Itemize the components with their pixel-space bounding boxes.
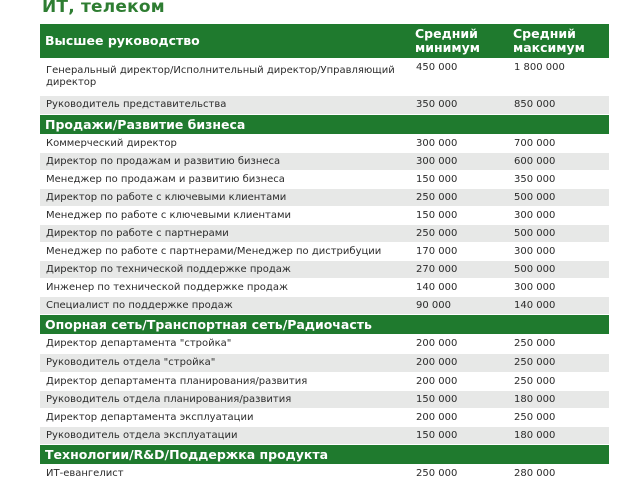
- section-header: [40, 24, 609, 59]
- salary-min: 250 000: [416, 227, 458, 239]
- table-row: [40, 261, 609, 279]
- position-title: Специалист по поддержке продаж: [46, 299, 233, 311]
- column-header-min: Средний минимум: [415, 26, 480, 55]
- salary-min: 350 000: [416, 99, 458, 110]
- table-row: [40, 409, 609, 427]
- salary-max: 350 000: [514, 173, 556, 185]
- table-row: [40, 354, 609, 373]
- salary-max: 250 000: [514, 338, 556, 349]
- table-row: [40, 189, 609, 207]
- salary-max: 180 000: [514, 429, 556, 441]
- table-row: [40, 59, 609, 96]
- table-row: [40, 96, 609, 115]
- table-row: [40, 373, 609, 391]
- position-title: Коммерческий директор: [46, 137, 177, 149]
- section-header: [40, 315, 609, 335]
- table-row: [40, 465, 609, 484]
- position-title: Директор департамента "стройка": [46, 338, 232, 349]
- salary-max: 250 000: [514, 357, 556, 368]
- salary-min: 200 000: [416, 375, 458, 387]
- position-title: Директор по продажам и развитию бизнеса: [46, 155, 281, 167]
- section-title: Высшее руководство: [45, 33, 200, 48]
- table-row: [40, 171, 609, 189]
- salary-max: 280 000: [514, 468, 556, 479]
- salary-min: 200 000: [416, 338, 458, 349]
- salary-min: 300 000: [416, 137, 458, 149]
- salary-min: 140 000: [416, 281, 458, 293]
- salary-min: 200 000: [416, 411, 458, 423]
- position-title: Менеджер по работе с ключевыми клиентами: [46, 209, 292, 221]
- salary-min: 90 000: [416, 299, 451, 311]
- salary-min: 300 000: [416, 155, 458, 167]
- table-row: [40, 153, 609, 171]
- position-title: Руководитель отдела эксплуатации: [46, 429, 238, 441]
- salary-max: 300 000: [514, 245, 556, 257]
- position-title: Директор департамента эксплуатации: [46, 411, 254, 423]
- salary-max: 250 000: [514, 411, 556, 423]
- salary-min: 150 000: [416, 173, 458, 185]
- position-title: Директор по работе с ключевыми клиентами: [46, 191, 287, 203]
- section-header: [40, 445, 609, 465]
- salary-max: 300 000: [514, 281, 556, 293]
- salary-min: 150 000: [416, 209, 458, 221]
- salary-max: 500 000: [514, 227, 556, 239]
- salary-max: 140 000: [514, 299, 556, 311]
- section-header: [40, 115, 609, 135]
- salary-max: 850 000: [514, 99, 556, 110]
- position-title: Директор департамента планирования/развития: [46, 375, 308, 387]
- table-row: [40, 335, 609, 354]
- salary-max: 700 000: [514, 137, 556, 149]
- table-row: [40, 225, 609, 243]
- salary-min: 250 000: [416, 191, 458, 203]
- position-title: Инженер по технической поддержке продаж: [46, 281, 288, 293]
- table-row: [40, 135, 609, 153]
- salary-min: 150 000: [416, 429, 458, 441]
- salary-min: 450 000: [416, 62, 458, 73]
- salary-max: 300 000: [514, 209, 556, 221]
- position-title: Руководитель отдела "стройка": [46, 357, 216, 368]
- position-title: Руководитель представительства: [46, 99, 227, 110]
- table-row: [40, 297, 609, 315]
- table-row: [40, 207, 609, 225]
- salary-max: 250 000: [514, 375, 556, 387]
- section-title: Технологии/R&D/Поддержка продукта: [45, 446, 329, 462]
- table-row: [40, 243, 609, 261]
- salary-max: 180 000: [514, 393, 556, 405]
- salary-min: 150 000: [416, 393, 458, 405]
- section-title: Продажи/Развитие бизнеса: [45, 116, 246, 132]
- position-title: Руководитель отдела планирования/развития: [46, 393, 292, 405]
- salary-max: 600 000: [514, 155, 556, 167]
- salary-min: 270 000: [416, 263, 458, 275]
- position-title: Директор по технической поддержке продаж: [46, 263, 291, 275]
- position-title: Менеджер по продажам и развитию бизнеса: [46, 173, 285, 185]
- section-title: Опорная сеть/Транспортная сеть/Радиочасть: [45, 316, 372, 332]
- column-header-max: Средний максимум: [513, 26, 585, 55]
- salary-table: [40, 24, 609, 484]
- table-row: [40, 391, 609, 409]
- salary-min: 170 000: [416, 245, 458, 257]
- salary-max: 500 000: [514, 191, 556, 203]
- table-row: [40, 279, 609, 297]
- salary-min: 200 000: [416, 357, 458, 368]
- table-row: [40, 427, 609, 445]
- position-title: Генеральный директор/Исполнительный директор/Управляющий директор: [46, 65, 395, 88]
- salary-max: 500 000: [514, 263, 556, 275]
- position-title: ИТ-евангелист: [46, 468, 124, 479]
- position-title: Менеджер по работе с партнерами/Менеджер по дистрибуции: [46, 245, 382, 257]
- salary-min: 250 000: [416, 468, 458, 479]
- salary-max: 1 800 000: [514, 62, 565, 73]
- position-title: Директор по работе с партнерами: [46, 227, 229, 239]
- page-title: ИТ, телеком: [42, 0, 165, 17]
